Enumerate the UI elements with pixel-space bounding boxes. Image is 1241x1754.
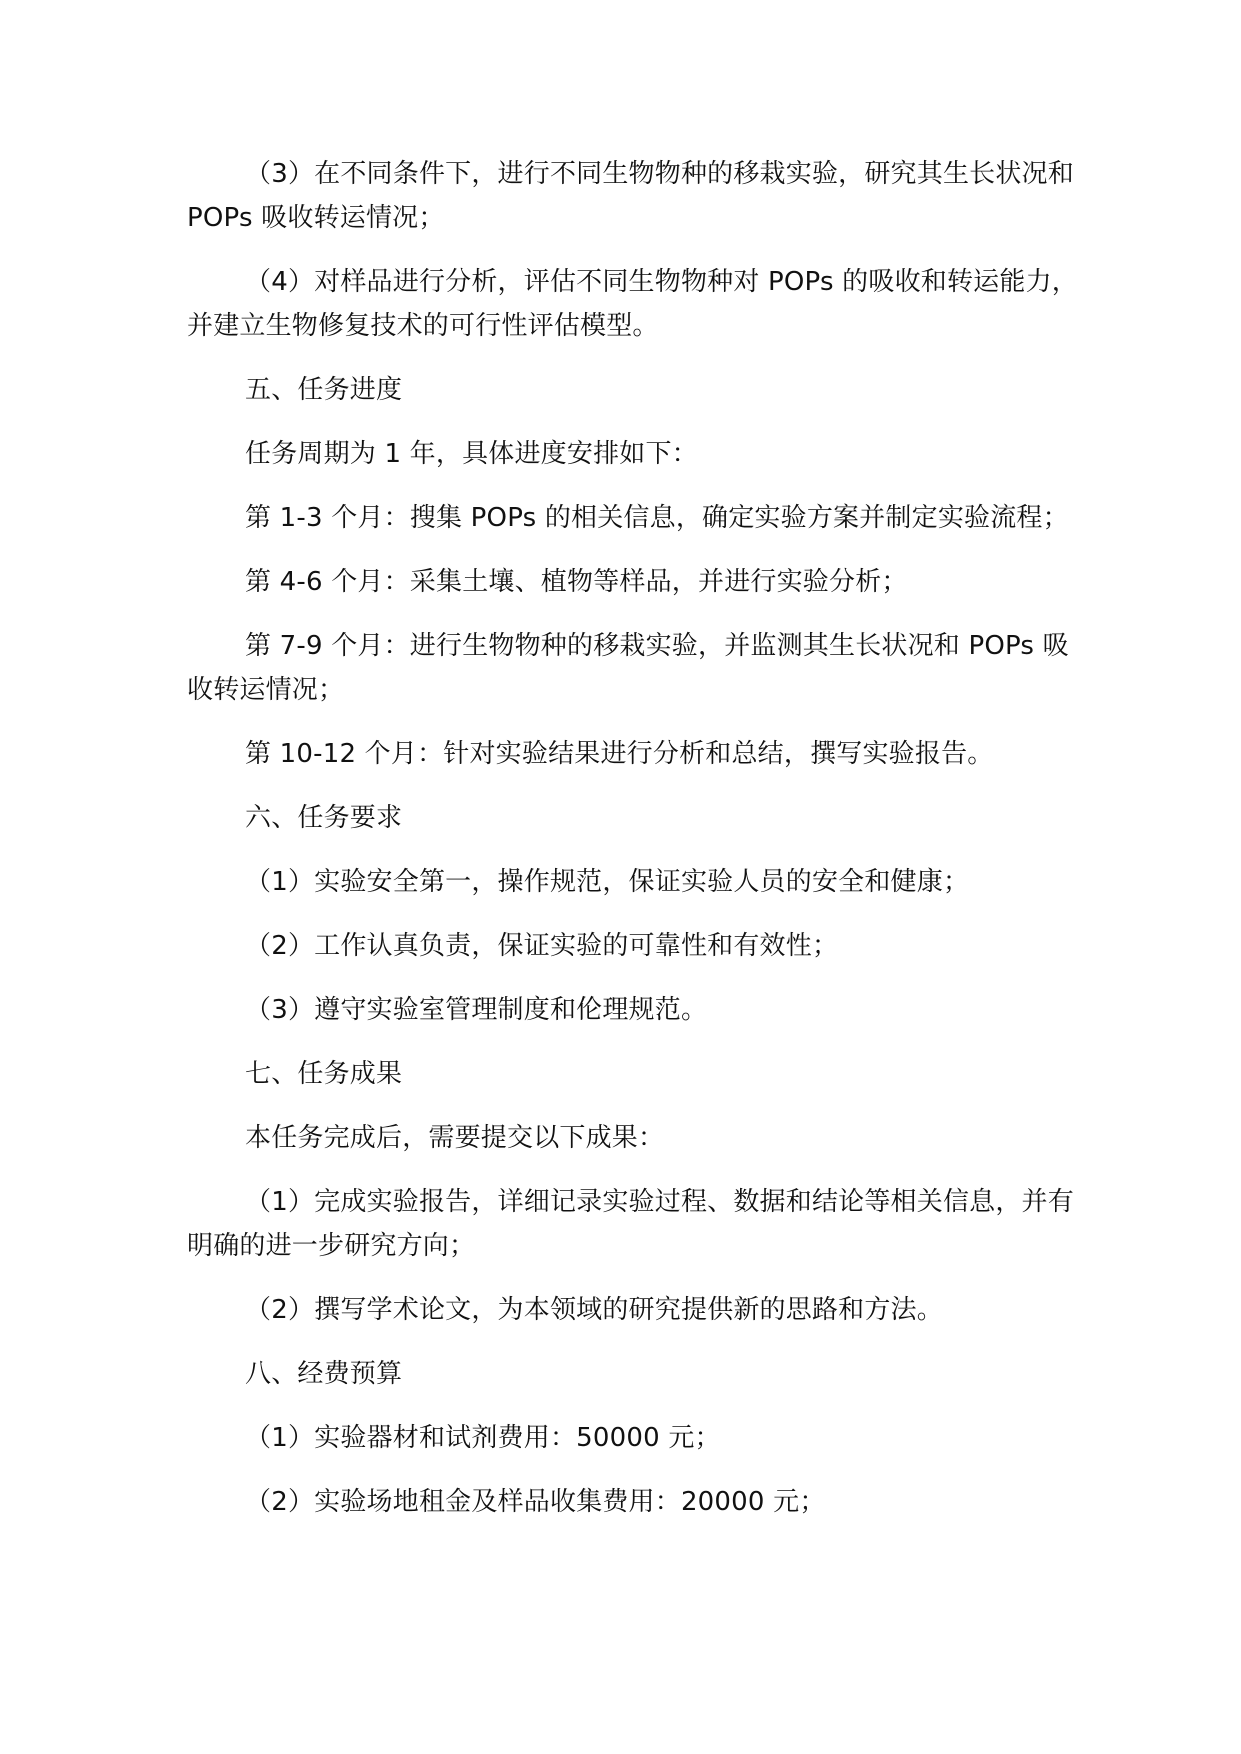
section-heading-requirements: 六、任务要求 <box>245 803 403 833</box>
progress-months-1-3: 第 1-3 个月：搜集 POPs 的相关信息，确定实验方案并制定实验流程； <box>245 503 1069 533</box>
document-body <box>187 152 1087 1544</box>
result-1: （1）完成实验报告，详细记录实验过程、数据和结论等相关信息，并有明确的进一步研究方向； <box>187 1187 1074 1261</box>
section-heading-progress: 五、任务进度 <box>245 375 403 405</box>
results-intro: 本任务完成后，需要提交以下成果： <box>245 1123 665 1153</box>
progress-months-4-6: 第 4-6 个月：采集土壤、植物等样品，并进行实验分析； <box>245 567 908 597</box>
progress-months-10-12: 第 10-12 个月：针对实验结果进行分析和总结，撰写实验报告。 <box>245 739 994 769</box>
requirement-3: （3）遵守实验室管理制度和伦理规范。 <box>245 995 708 1025</box>
progress-months-7-9: 第 7-9 个月：进行生物物种的移栽实验，并监测其生长状况和 POPs 吸收转运情况； <box>187 631 1069 705</box>
section-heading-budget: 八、经费预算 <box>245 1359 403 1389</box>
budget-item-1: （1）实验器材和试剂费用：50000 元； <box>245 1423 721 1453</box>
progress-intro: 任务周期为 1 年，具体进度安排如下： <box>245 439 698 469</box>
paragraph-3-transplant: （3）在不同条件下，进行不同生物物种的移栽实验，研究其生长状况和 POPs 吸收转运情况； <box>187 159 1074 233</box>
requirement-1: （1）实验安全第一，操作规范，保证实验人员的安全和健康； <box>245 867 970 897</box>
requirement-2: （2）工作认真负责，保证实验的可靠性和有效性； <box>245 931 839 961</box>
budget-item-2: （2）实验场地租金及样品收集费用：20000 元； <box>245 1487 826 1517</box>
result-2: （2）撰写学术论文，为本领域的研究提供新的思路和方法。 <box>245 1295 943 1325</box>
paragraph-4-analysis: （4）对样品进行分析，评估不同生物物种对 POPs 的吸收和转运能力，并建立生物修复技术的可行性评估模型。 <box>187 267 1078 341</box>
section-heading-results: 七、任务成果 <box>245 1059 403 1089</box>
